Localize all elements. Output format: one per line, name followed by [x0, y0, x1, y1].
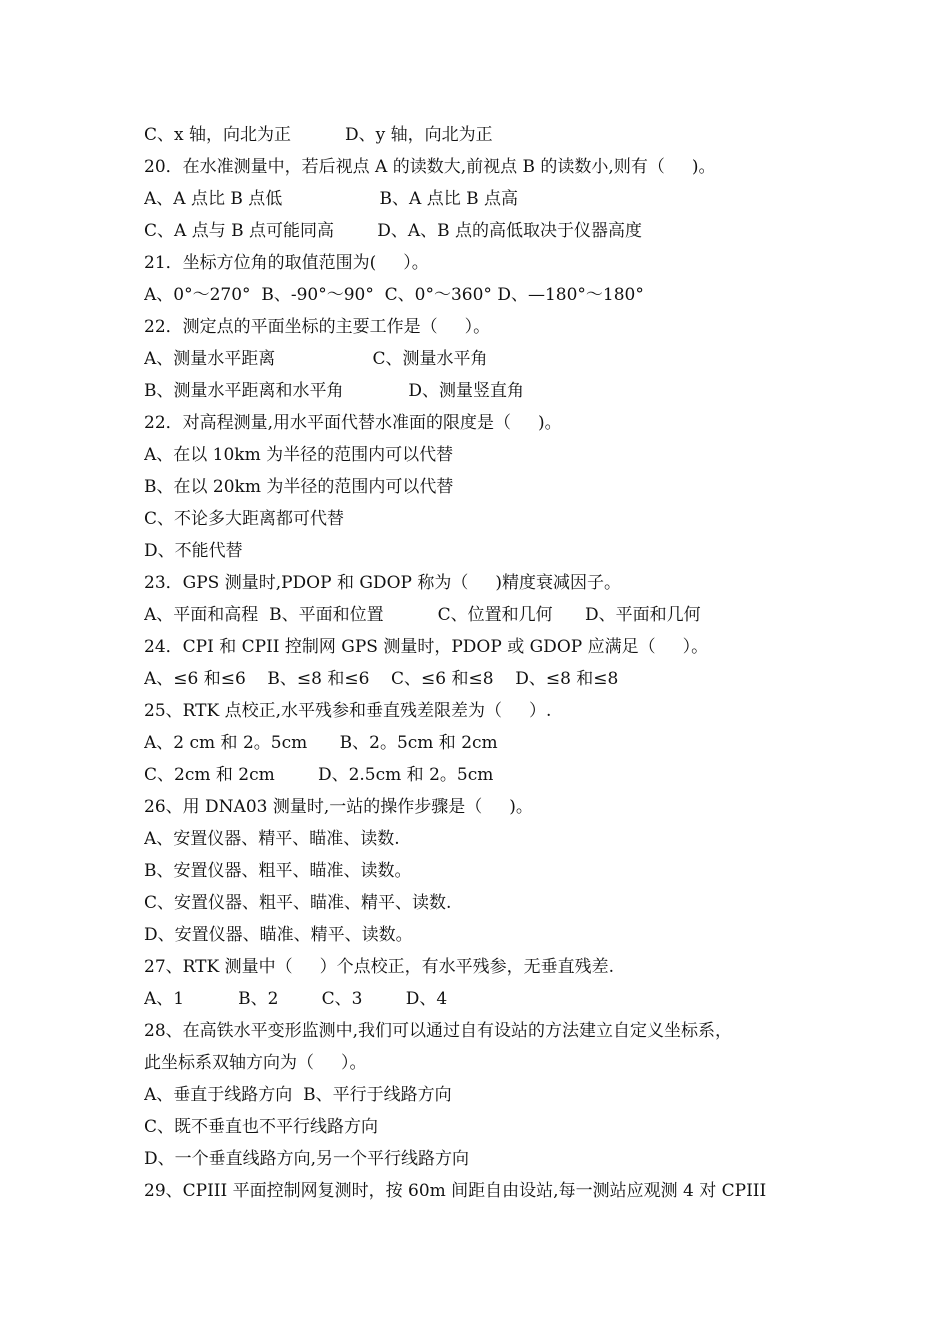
text-line: D、安置仪器、瞄准、精平、读数。 [144, 925, 413, 945]
question-text-block [144, 119, 844, 1207]
text-line: D、不能代替 [144, 541, 243, 561]
text-line: 22．测定点的平面坐标的主要工作是（ ）。 [144, 317, 491, 337]
text-line: 21．坐标方位角的取值范围为( ）。 [144, 253, 429, 273]
text-line: A、垂直于线路方向 B、平行于线路方向 [144, 1085, 452, 1105]
text-line: A、平面和高程 B、平面和位置 C、位置和几何 D、平面和几何 [144, 605, 701, 625]
text-line: C、安置仪器、粗平、瞄准、精平、读数. [144, 893, 452, 913]
text-line: B、测量水平距离和水平角 D、测量竖直角 [144, 381, 524, 401]
text-line: 22．对高程测量,用水平面代替水准面的限度是（ )。 [144, 413, 562, 433]
text-line: 23．GPS 测量时,PDOP 和 GDOP 称为（ )精度衰减因子。 [144, 573, 621, 593]
text-line: D、一个垂直线路方向,另一个平行线路方向 [144, 1149, 470, 1169]
text-line: 27、RTK 测量中（ ）个点校正，有水平残参，无垂直残差. [144, 957, 614, 977]
text-line: 29、CPIII 平面控制网复测时，按 60m 间距自由设站,每一测站应观测 4 对 CPIII [144, 1181, 767, 1201]
text-line: 25、RTK 点校正,水平残参和垂直残差限差为（ ）. [144, 701, 552, 721]
text-line: 此坐标系双轴方向为（ ）。 [144, 1053, 367, 1073]
text-line: A、2 cm 和 2。5cm B、2。5cm 和 2cm [144, 733, 498, 753]
text-line: A、0°～270° B、-90°～90° C、0°～360° D、—180°～180° [144, 285, 644, 305]
text-line: C、A 点与 B 点可能同高 D、A、B 点的高低取决于仪器高度 [144, 221, 643, 241]
text-line: A、≤6 和≤6 B、≤8 和≤6 C、≤6 和≤8 D、≤8 和≤8 [144, 669, 619, 689]
text-line: 28、在高铁水平变形监测中,我们可以通过自有设站的方法建立自定义坐标系， [144, 1021, 733, 1041]
text-line: A、1 B、2 C、3 D、4 [144, 989, 448, 1009]
text-line: C、既不垂直也不平行线路方向 [144, 1117, 379, 1137]
text-line: 20．在水准测量中，若后视点 A 的读数大,前视点 B 的读数小,则有（ )。 [144, 157, 716, 177]
text-line: B、安置仪器、粗平、瞄准、读数。 [144, 861, 412, 881]
text-line: C、x 轴，向北为正 D、y 轴，向北为正 [144, 125, 493, 145]
text-line: C、不论多大距离都可代替 [144, 509, 345, 529]
text-line: A、测量水平距离 C、测量水平角 [144, 349, 488, 369]
text-line: 24．CPI 和 CPII 控制网 GPS 测量时，PDOP 或 GDOP 应满足（ ）。 [144, 637, 709, 657]
text-line: B、在以 20km 为半径的范围内可以代替 [144, 477, 454, 497]
text-line: A、安置仪器、精平、瞄准、读数. [144, 829, 400, 849]
text-line: 26、用 DNA03 测量时,一站的操作步骤是（ )。 [144, 797, 533, 817]
text-line: C、2cm 和 2cm D、2.5cm 和 2。5cm [144, 765, 494, 785]
text-line: A、A 点比 B 点低 B、A 点比 B 点高 [144, 189, 518, 209]
text-line: A、在以 10km 为半径的范围内可以代替 [144, 445, 454, 465]
